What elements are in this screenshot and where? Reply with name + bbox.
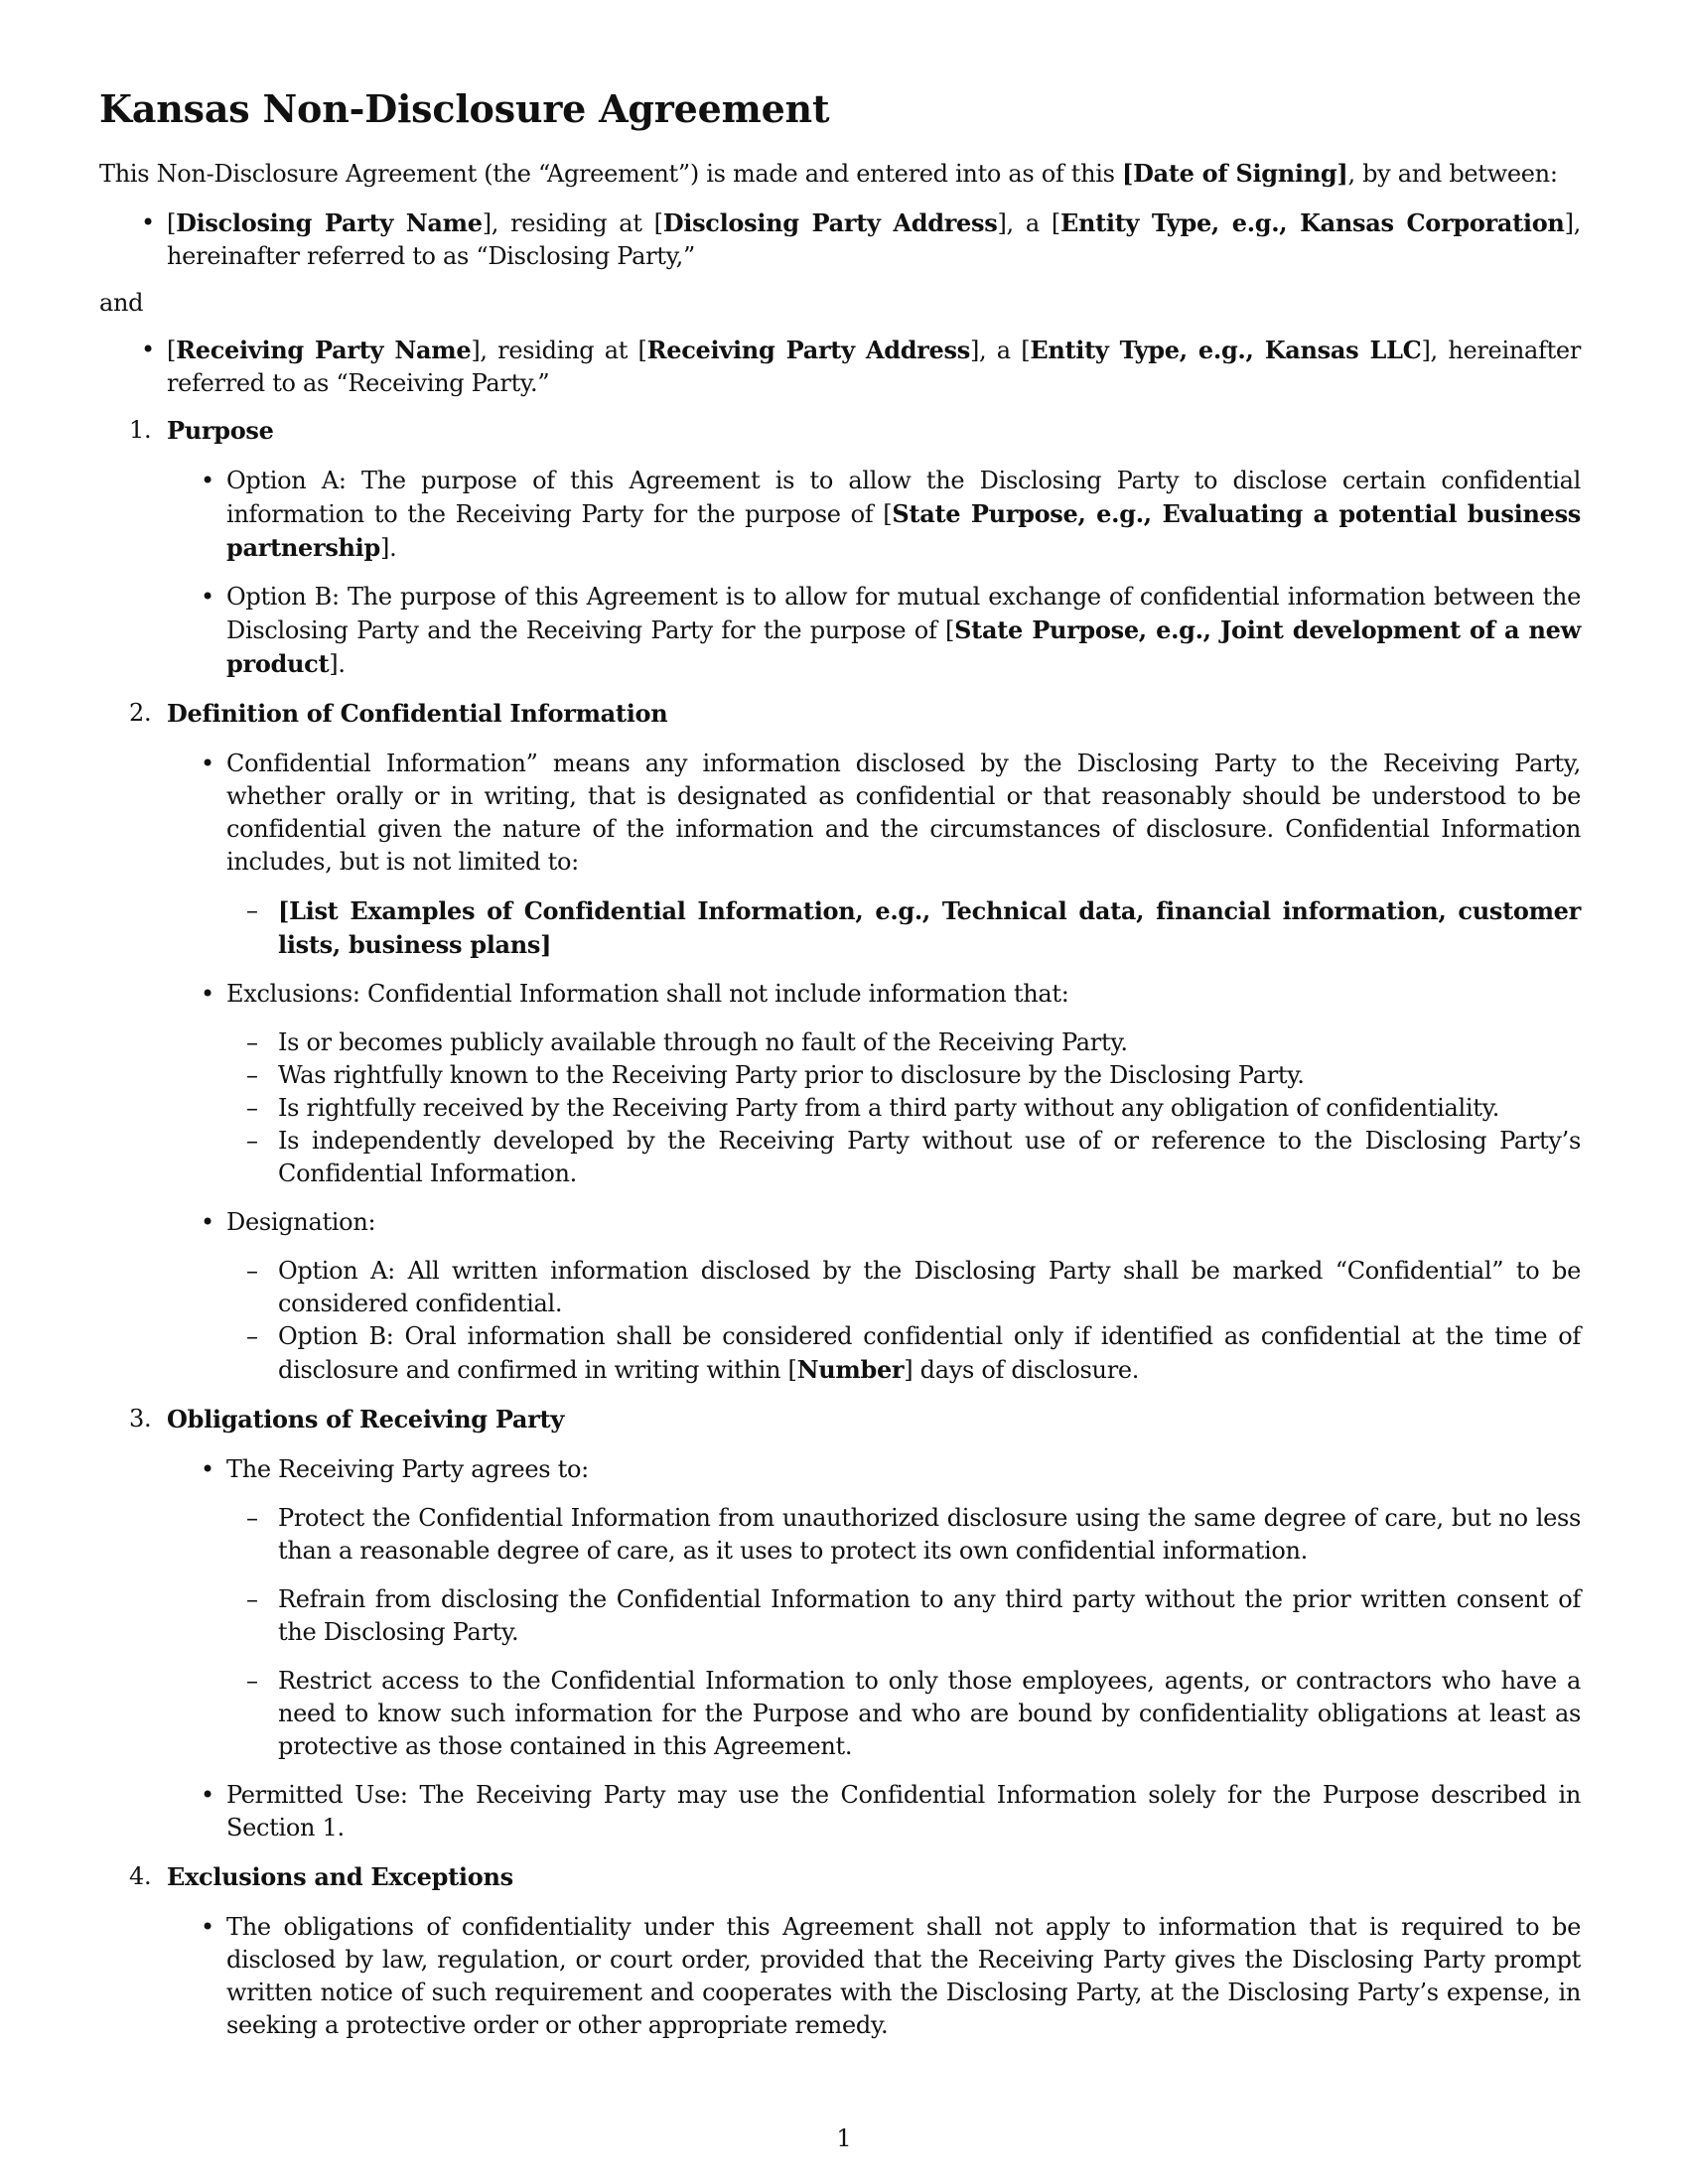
section-heading: Purpose [167, 416, 274, 445]
option-b-text: Option B: The purpose of this Agreement is to allow for mutual exchange of confidential information between the Disclosing Party and the Receiving Party for the purpose of [226, 583, 1581, 644]
intro-text: This Non-Disclosure Agreement (the “Agreement”) is made and entered into as of this [99, 160, 1123, 188]
date-bracket-close: ] [1336, 159, 1348, 188]
disclosing-text-1: , residing at [491, 209, 654, 237]
examples-placeholder: List Examples of Confidential Information, e.g., Technical data, financial information, customer lists, business plans [278, 896, 1581, 959]
list-item: – Is or becomes publicly available through no fault of the Receiving Party. [226, 1026, 1581, 1059]
disclosing-text-2: , a [1006, 209, 1052, 237]
section-number: 4. [129, 1862, 152, 1890]
obligations-items [167, 1453, 1581, 1844]
examples-item: – [List Examples of Confidential Information, e.g., Technical data, financial information, customer lists, business plans] [226, 894, 1581, 962]
receiving-party-item: • [Receiving Party Name], residing at [Receiving Party Address], a [Entity Type, e.g., Kansas LLC], hereinafter referred to as “Receiving Party.” [99, 334, 1581, 400]
designation-label: Designation: [226, 1208, 376, 1236]
disclosing-entity-type-placeholder: Entity Type, e.g., Kansas Corporation [1059, 208, 1565, 237]
list-item: – Restrict access to the Confidential Information to only those employees, agents, or contractors who have a need to know such information for the Purpose and who are bound by confidentiality obligations at least as protective as those contained in this Agreement. [226, 1665, 1581, 1763]
section-heading-wrap [129, 1860, 1581, 1893]
section-heading-wrap [129, 414, 1581, 447]
document-title: Kansas Non-Disclosure Agreement [99, 86, 830, 131]
designation-b-text: Option B: Oral information shall be considered confidential only if identified as confidential at the time of disclosure and confirmed in writing within [278, 1322, 1581, 1384]
option-a-text: Option A: The purpose of this Agreement is to allow the Disclosing Party to disclose certain confidential information to the Receiving Party for the purpose of [226, 467, 1581, 528]
examples-list [226, 894, 1581, 962]
designation-option-a: – Option A: All written information disclosed by the Disclosing Party shall be marked “Confidential” to be considered confidential. [226, 1255, 1581, 1320]
section-obligations [99, 1403, 1581, 1844]
receiving-text-3: , hereinafter referred to as “Receiving Party.” [167, 337, 1582, 397]
purpose-option-b: • Option B: The purpose of this Agreement is to allow for mutual exchange of confidential information between the Disclosing Party and the Receiving Party for the purpose of [State Purpose, e.g., Joint development of a new product]. [167, 581, 1581, 681]
disclosing-text-3: , hereinafter referred to as “Disclosing Party,” [167, 209, 1582, 270]
date-bracket-open: [ [1122, 159, 1134, 188]
definition-paragraph [167, 748, 1581, 962]
date-of-signing-placeholder: Date of Signing [1133, 159, 1337, 188]
disclosing-party-item: • [Disclosing Party Name], residing at [Disclosing Party Address], a [Entity Type, e.g., Kansas Corporation], hereinafter referred to as “Disclosing Party,” [99, 206, 1581, 273]
document-page [99, 85, 1581, 2058]
disclosing-party-list [99, 206, 1581, 273]
purpose-option-a: • Option A: The purpose of this Agreement is to allow the Disclosing Party to disclose certain confidential information to the Receiving Party for the purpose of [State Purpose, e.g., Evaluating a potential business partnership]. [167, 465, 1581, 565]
section-exclusions-exceptions [99, 1860, 1581, 2042]
section-heading-wrap [129, 697, 1581, 730]
designation-list [226, 1255, 1581, 1387]
list-item: – Protect the Confidential Information from unauthorized disclosure using the same degree of care, but no less than a reasonable degree of care, as it uses to protect its own confidential information. [226, 1502, 1581, 1568]
disclosing-party-address-placeholder: Disclosing Party Address [662, 208, 998, 237]
obligations-intro-item [167, 1453, 1581, 1763]
receiving-text-2: , a [979, 337, 1022, 364]
section-number: 2. [129, 699, 152, 727]
section-heading: Definition of Confidential Information [167, 699, 668, 728]
purpose-options [167, 465, 1581, 681]
list-item: – Is independently developed by the Receiving Party without use of or reference to the Disclosing Party’s Confidential Information. [226, 1125, 1581, 1190]
definition-text: Confidential Information” means any information disclosed by the Disclosing Party to the Receiving Party, whether orally or in writing, that is designated as confidential or that reasonably should be understood to be confidential given the nature of the information and the circumstances of disclosure. Confidential Information includes, but is not limited to: [226, 750, 1581, 876]
list-item: – Refrain from disclosing the Confidential Information to any third party without the prior written consent of the Disclosing Party. [226, 1583, 1581, 1649]
page-number: 1 [836, 2124, 852, 2152]
state-purpose-placeholder: State Purpose, e.g., Joint development of a new product [226, 615, 1581, 678]
receiving-entity-type-placeholder: Entity Type, e.g., Kansas LLC [1030, 336, 1422, 364]
permitted-use-item: • Permitted Use: The Receiving Party may use the Confidential Information solely for the Purpose described in Section 1. [167, 1779, 1581, 1844]
section-heading: Exclusions and Exceptions [167, 1862, 513, 1891]
exclusions-intro: Exclusions: Confidential Information shall not include information that: [226, 980, 1069, 1008]
state-purpose-placeholder: State Purpose, e.g., Evaluating a potential business partnership [226, 499, 1581, 562]
exceptions-paragraph: • The obligations of confidentiality under this Agreement shall not apply to information that is required to be disclosed by law, regulation, or court order, provided that the Receiving Party gives the Disclosing Party prompt written notice of such requirement and cooperates with the Disclosing Party, at the Disclosing Party’s expense, in seeking a protective order or other appropriate remedy. [167, 1911, 1581, 2042]
exclusions-list [226, 1026, 1581, 1190]
designation-b-end: days of disclosure. [913, 1356, 1140, 1384]
receiving-party-name-placeholder: Receiving Party Name [176, 336, 472, 364]
list-item: – Was rightfully known to the Receiving Party prior to disclosure by the Disclosing Party. [226, 1059, 1581, 1092]
intro-paragraph [99, 157, 1581, 191]
disclosing-party-name-placeholder: Disclosing Party Name [176, 208, 483, 237]
designation-item [167, 1206, 1581, 1387]
receiving-party-list [99, 334, 1581, 400]
and-connector: and [99, 289, 144, 317]
exclusions-item [167, 978, 1581, 1190]
section-purpose [99, 414, 1581, 681]
obligations-list [226, 1502, 1581, 1763]
receiving-party-address-placeholder: Receiving Party Address [646, 336, 970, 364]
section-heading-wrap [129, 1403, 1581, 1435]
list-item: – Is rightfully received by the Receiving Party from a third party without any obligation of confidentiality. [226, 1092, 1581, 1125]
section-heading: Obligations of Receiving Party [167, 1405, 564, 1433]
designation-option-b: – Option B: Oral information shall be considered confidential only if identified as confidential at the time of disclosure and confirmed in writing within [Number] days of disclosure. [226, 1320, 1581, 1387]
obligations-intro: The Receiving Party agrees to: [226, 1455, 589, 1483]
receiving-text-1: , residing at [480, 337, 638, 364]
definition-items [167, 748, 1581, 1387]
number-placeholder: Number [796, 1355, 905, 1384]
intro-text-end: , by and between: [1347, 160, 1558, 188]
section-definition [99, 697, 1581, 1387]
section-number: 3. [129, 1405, 152, 1433]
section-number: 1. [129, 416, 152, 444]
exceptions-items [167, 1911, 1581, 2042]
sections-list [99, 414, 1581, 2042]
